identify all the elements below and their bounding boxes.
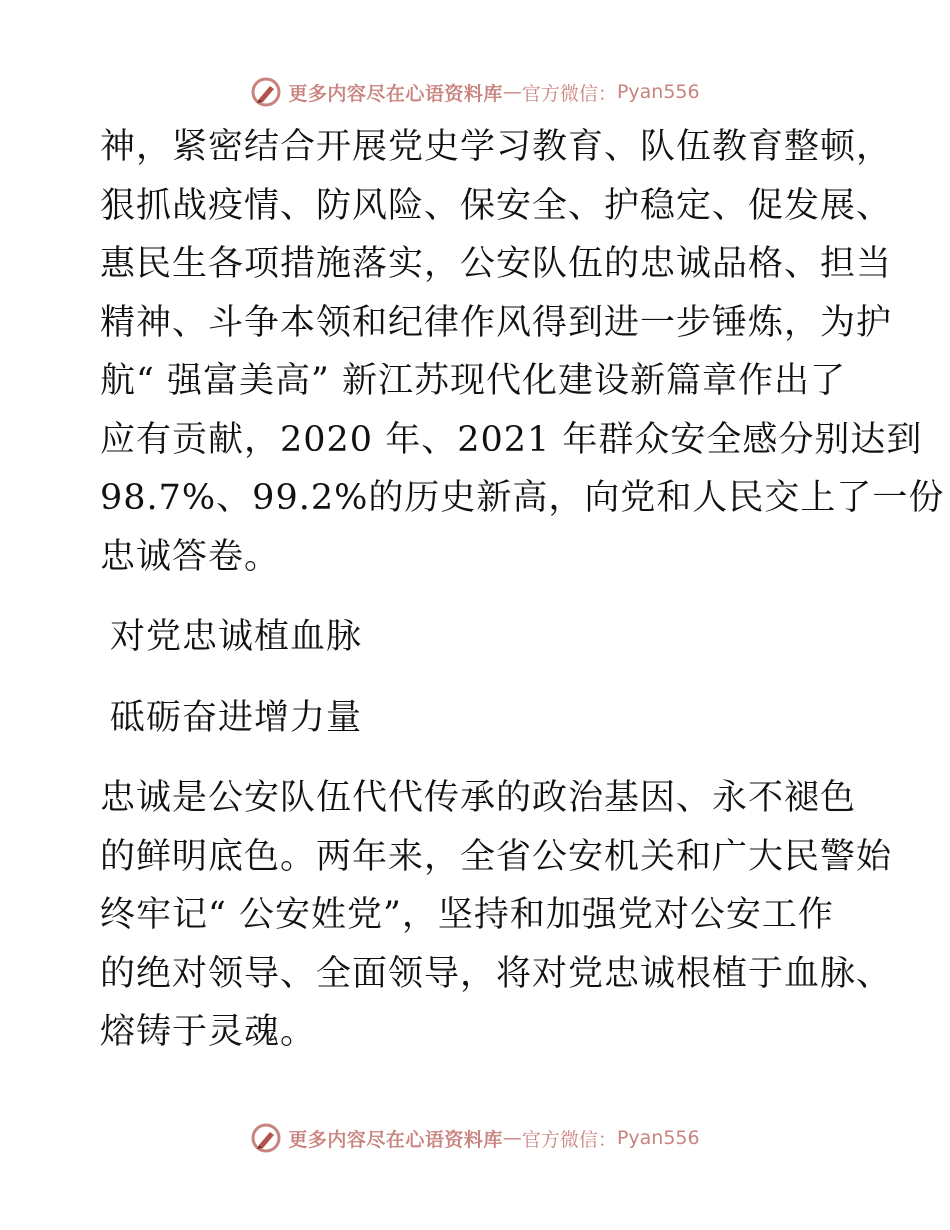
paragraph-spacer xyxy=(100,586,860,608)
text-line: 惠民生各项措施落实，公安队伍的忠诚品格、担当 xyxy=(100,244,893,284)
text-line: 狠抓战疫情、防风险、保安全、护稳定、促发展、 xyxy=(100,185,893,226)
text-line: 忠诚是公安队伍代代传承的政治基因、永不褪色 xyxy=(100,778,857,818)
pen-circle-logo-icon xyxy=(250,76,282,108)
section-heading-2: 砥砺奋进增力量 xyxy=(110,697,363,738)
text-line: 98.7%、99.2%的历史新高，向党和人民交上了一份 xyxy=(100,478,945,518)
paragraph-spacer xyxy=(100,747,860,769)
text-line: 忠诚答卷。 xyxy=(100,536,281,577)
document-body xyxy=(100,118,945,1062)
watermark-wechat-label: 官方微信： xyxy=(521,1128,617,1151)
text-line: 神，紧密结合开展党史学习教育、队伍教育整顿， xyxy=(100,127,893,167)
watermark-text: 更多内容尽在心语资料库 xyxy=(288,1128,503,1151)
pen-circle-logo-icon xyxy=(250,1122,282,1154)
text-line: 航“ 强富美高” 新江苏现代化建设新篇章作出了 xyxy=(100,361,847,401)
watermark-wechat-id: Pyan556 xyxy=(616,1127,700,1149)
section-heading-1: 对党忠诚植血脉 xyxy=(110,617,363,657)
watermark-wechat-label: 官方微信： xyxy=(521,82,617,105)
text-line: 的鲜明底色。两年来，全省公安机关和广大民警始 xyxy=(100,836,893,877)
text-line: 精神、斗争本领和纪律作风得到进一步锤炼，为护 xyxy=(100,302,893,343)
watermark-text: 更多内容尽在心语资料库 xyxy=(288,82,503,105)
paragraph-1 xyxy=(100,118,945,586)
watermark-banner-bottom xyxy=(0,1118,950,1158)
paragraph-2 xyxy=(100,769,893,1062)
paragraph-spacer xyxy=(100,667,860,689)
text-line: 终牢记“ 公安姓党”，坚持和加强党对公安工作 xyxy=(100,895,834,935)
watermark-dash: — xyxy=(502,81,522,103)
watermark-banner-top xyxy=(0,72,950,112)
watermark-dash: — xyxy=(502,1127,522,1149)
text-line: 的绝对领导、全面领导，将对党忠诚根植于血脉、 xyxy=(100,953,893,994)
text-line: 熔铸于灵魂。 xyxy=(100,1012,317,1052)
text-line: 应有贡献，2020 年、2021 年群众安全感分别达到 xyxy=(100,419,923,460)
watermark-wechat-id: Pyan556 xyxy=(616,81,700,103)
